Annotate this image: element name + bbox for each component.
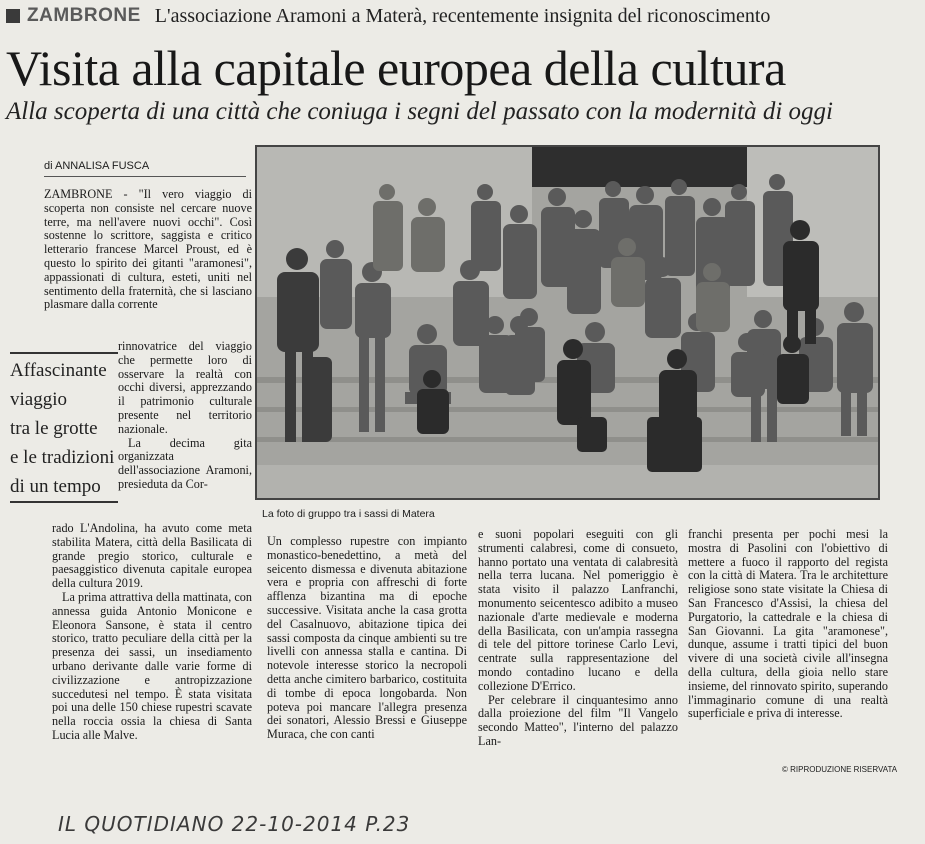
article-paragraph: La decima gita organizzata dell'associazione Aramoni, presieduta da Cor- xyxy=(118,435,252,491)
headline: Visita alla capitale europea della cultura xyxy=(6,40,786,96)
subheadline: Alla scoperta di una città che coniuga i segni del passato con la modernità di oggi xyxy=(6,98,833,125)
group-photo-image xyxy=(257,147,880,500)
pull-quote-line: viaggio xyxy=(10,389,67,410)
article-column-1b xyxy=(118,340,252,492)
article-paragraph: franchi presenta per pochi mesi la mostra di Pasolini con l'obiettivo di mettere a fuoco il rapporto del regista con la città di Matera. Tra le architetture religiose sono state visitate la Chiesa di San Francesco d'Assisi, la chiesa del Purgatorio, la cattedrale e la chiesa di San Giovanni. La gita "aramonese", dunque, assume i tratti tipici del buon vivere di una società civile all'insegna della cultura, della gioia nello stare insieme, del rinnovato spirito, superando l'immaginario comune di una realtà superficiale e priva di interesse. xyxy=(688,527,888,721)
location-tag: ZAMBRONE xyxy=(27,5,141,26)
article-paragraph: e suoni popolari eseguiti con gli strumenti calabresi, come di consueto, hanno portato una ventata di calabresità nella terra lucana. Nel pomeriggio è stata visito il palazzo Lanfranchi, monumento seicentesco adibito a museo nazionale d'arte medievale e moderna della Basilicata, con un'ampia rassegna di tele del pittore torinese Carlo Levi, centrate sulla rappresentazione del mondo contadino lucano e della collezione D'Errico. xyxy=(478,527,678,693)
copyright-notice: © RIPRODUZIONE RISERVATA xyxy=(782,765,898,774)
article-column-4 xyxy=(688,528,888,721)
kicker-text: L'associazione Aramoni a Materà, recentemente insignita del riconoscimento xyxy=(154,4,771,27)
pull-quote xyxy=(10,352,118,503)
section-square-icon xyxy=(6,9,20,23)
article-column-2 xyxy=(267,535,467,742)
article-paragraph: rinnovatrice del viaggio che permette loro di osservare la realtà con occhi diversi, apprezzando il patrimonio culturale presente nel territorio nazionale. xyxy=(118,339,252,436)
kicker xyxy=(6,2,770,30)
article-column-3 xyxy=(478,528,678,749)
article-paragraph: rado L'Andolina, ha avuto come meta stabilita Matera, città della Basilicata di grande pregio storico, culturale e paesaggistico divenuta capitale europea della cultura 2019. xyxy=(52,521,252,591)
article-paragraph: Un complesso rupestre con impianto monastico-benedettino, a metà del seicento dismessa e divenuta abitazione vera e propria con affreschi di forte afflenza bizantina ma di epoche successive. Visitata anche la casa grotta del Casalnuovo, abitazione tipica dei sassi composta da cinque ambienti su tre livelli con annessa stalla e cantina. Di notevole interesse storico la necropoli detta anche cimitero barbarico, costituita di tombe di epoca longobarda. Non poteva poi mancare l'allegra presenza dei sonatori, Alessio Bressi e Giuseppe Muraca, che con canti xyxy=(267,534,467,742)
handwritten-note: IL QUOTIDIANO 22-10-2014 P.23 xyxy=(58,812,411,836)
article-paragraph: ZAMBRONE - "Il vero viaggio di scoperta non consiste nel cercare nuove terre, ma nell'avere nuovi occhi". Così sostenne lo scrittore, saggista e critico letterario francese Marcel Proust, ed è questo lo spirito dei gitanti "aramonesi", appassionati di cultura, esteti, uniti nel sentimento della fraternità, che si lasciano plasmare dalla corrente xyxy=(44,187,252,312)
article-column-1c xyxy=(52,522,252,743)
article-paragraph: Per celebrare il cinquantesimo anno dalla proiezione del film "Il Vangelo secondo Matteo", l'interno del palazzo Lan- xyxy=(478,692,678,748)
pull-quote-line: e le tradizioni xyxy=(10,447,115,468)
article-paragraph: La prima attrattiva della mattinata, con annessa guida Antonio Monicone e Eleonora Sansone, è stata il centro storico, tratto peculiare della città per la presenza dei sassi, un insediamento urbano derivante dalle varie forme di civilizzazione e antropizzazione succedutesi nel tempo. È stata visitata poi una delle 150 chiese rupestri scavate nella roccia ossia la chiesa di Santa Lucia alle Malve. xyxy=(52,589,252,742)
byline-rule xyxy=(44,176,246,177)
article-column-1 xyxy=(44,188,252,312)
pull-quote-line: di un tempo xyxy=(10,476,101,497)
pull-quote-line: tra le grotte xyxy=(10,418,98,439)
pull-quote-line: Affascinante xyxy=(10,360,107,381)
photo-caption: La foto di gruppo tra i sassi di Matera xyxy=(262,508,435,520)
byline: di ANNALISA FUSCA xyxy=(44,160,150,172)
group-photo xyxy=(255,145,880,500)
